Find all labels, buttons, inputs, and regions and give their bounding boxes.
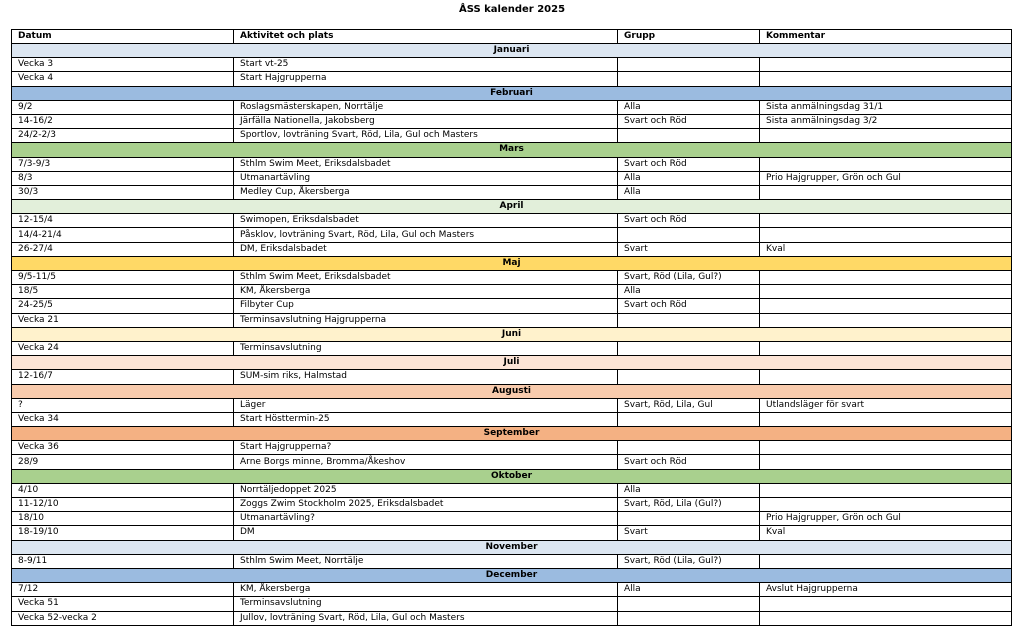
cell-grupp: Alla bbox=[618, 285, 760, 299]
calendar-body bbox=[12, 44, 1012, 626]
cell-grupp: Svart och Röd bbox=[618, 299, 760, 313]
cell-aktivitet: Järfälla Nationella, Jakobsberg bbox=[234, 114, 618, 128]
cell-kommentar bbox=[760, 214, 1012, 228]
table-row bbox=[12, 498, 1012, 512]
cell-grupp bbox=[618, 512, 760, 526]
cell-aktivitet: DM, Eriksdalsbadet bbox=[234, 242, 618, 256]
cell-kommentar: Kval bbox=[760, 242, 1012, 256]
cell-kommentar bbox=[760, 185, 1012, 199]
table-row bbox=[12, 512, 1012, 526]
cell-datum: 11-12/10 bbox=[12, 498, 234, 512]
month-header: Maj bbox=[12, 256, 1012, 270]
cell-aktivitet: Läger bbox=[234, 398, 618, 412]
month-header-row bbox=[12, 143, 1012, 157]
cell-aktivitet: SUM-sim riks, Halmstad bbox=[234, 370, 618, 384]
month-header-row bbox=[12, 200, 1012, 214]
cell-datum: 24/2-2/3 bbox=[12, 129, 234, 143]
cell-grupp: Svart och Röd bbox=[618, 455, 760, 469]
cell-datum: 28/9 bbox=[12, 455, 234, 469]
month-header-row bbox=[12, 44, 1012, 58]
document-title: ÅSS kalender 2025 bbox=[458, 4, 566, 15]
cell-datum: 18/10 bbox=[12, 512, 234, 526]
cell-grupp bbox=[618, 228, 760, 242]
cell-datum: 18-19/10 bbox=[12, 526, 234, 540]
table-row bbox=[12, 554, 1012, 568]
cell-grupp bbox=[618, 611, 760, 625]
cell-datum: 26-27/4 bbox=[12, 242, 234, 256]
cell-datum: Vecka 24 bbox=[12, 341, 234, 355]
header-datum: Datum bbox=[12, 30, 234, 44]
cell-kommentar: Sista anmälningsdag 3/2 bbox=[760, 114, 1012, 128]
cell-aktivitet: Start vt-25 bbox=[234, 58, 618, 72]
table-row bbox=[12, 341, 1012, 355]
cell-aktivitet: DM bbox=[234, 526, 618, 540]
table-row bbox=[12, 129, 1012, 143]
cell-aktivitet: Filbyter Cup bbox=[234, 299, 618, 313]
cell-datum: 9/5-11/5 bbox=[12, 271, 234, 285]
cell-kommentar bbox=[760, 228, 1012, 242]
month-header: September bbox=[12, 427, 1012, 441]
cell-datum: Vecka 4 bbox=[12, 72, 234, 86]
table-row bbox=[12, 526, 1012, 540]
cell-aktivitet: Swimopen, Eriksdalsbadet bbox=[234, 214, 618, 228]
cell-grupp: Alla bbox=[618, 100, 760, 114]
cell-aktivitet: KM, Åkersberga bbox=[234, 583, 618, 597]
cell-grupp bbox=[618, 58, 760, 72]
cell-aktivitet: Start Hajgrupperna bbox=[234, 72, 618, 86]
cell-kommentar bbox=[760, 483, 1012, 497]
cell-kommentar bbox=[760, 285, 1012, 299]
month-header: Juni bbox=[12, 327, 1012, 341]
cell-grupp bbox=[618, 597, 760, 611]
cell-kommentar: Prio Hajgrupper, Grön och Gul bbox=[760, 512, 1012, 526]
cell-datum: 14/4-21/4 bbox=[12, 228, 234, 242]
cell-kommentar: Prio Hajgrupper, Grön och Gul bbox=[760, 171, 1012, 185]
cell-grupp bbox=[618, 313, 760, 327]
month-header: December bbox=[12, 568, 1012, 582]
cell-grupp bbox=[618, 341, 760, 355]
table-row bbox=[12, 597, 1012, 611]
table-row bbox=[12, 611, 1012, 625]
cell-kommentar bbox=[760, 157, 1012, 171]
cell-kommentar bbox=[760, 271, 1012, 285]
cell-kommentar bbox=[760, 72, 1012, 86]
cell-grupp: Svart och Röd bbox=[618, 214, 760, 228]
cell-datum: 8-9/11 bbox=[12, 554, 234, 568]
cell-kommentar bbox=[760, 455, 1012, 469]
table-row bbox=[12, 412, 1012, 426]
cell-aktivitet: Norrtäljedoppet 2025 bbox=[234, 483, 618, 497]
table-row bbox=[12, 72, 1012, 86]
cell-kommentar bbox=[760, 611, 1012, 625]
cell-grupp: Alla bbox=[618, 483, 760, 497]
cell-kommentar bbox=[760, 441, 1012, 455]
table-row bbox=[12, 228, 1012, 242]
cell-grupp: Alla bbox=[618, 171, 760, 185]
month-header: Augusti bbox=[12, 384, 1012, 398]
month-header-row bbox=[12, 356, 1012, 370]
cell-kommentar bbox=[760, 370, 1012, 384]
cell-kommentar bbox=[760, 412, 1012, 426]
cell-kommentar: Avslut Hajgrupperna bbox=[760, 583, 1012, 597]
table-row bbox=[12, 242, 1012, 256]
cell-aktivitet: Arne Borgs minne, Bromma/Åkeshov bbox=[234, 455, 618, 469]
cell-grupp: Svart och Röd bbox=[618, 114, 760, 128]
calendar-table bbox=[11, 29, 1012, 626]
cell-datum: 4/10 bbox=[12, 483, 234, 497]
table-row bbox=[12, 583, 1012, 597]
cell-aktivitet: Terminsavslutning bbox=[234, 597, 618, 611]
cell-datum: 14-16/2 bbox=[12, 114, 234, 128]
cell-grupp bbox=[618, 412, 760, 426]
cell-datum: Vecka 21 bbox=[12, 313, 234, 327]
table-row bbox=[12, 285, 1012, 299]
month-header: Februari bbox=[12, 86, 1012, 100]
cell-aktivitet: Sportlov, lovträning Svart, Röd, Lila, Gul och Masters bbox=[234, 129, 618, 143]
cell-datum: Vecka 52-vecka 2 bbox=[12, 611, 234, 625]
cell-datum: 7/12 bbox=[12, 583, 234, 597]
month-header-row bbox=[12, 256, 1012, 270]
cell-grupp bbox=[618, 129, 760, 143]
cell-datum: 12-15/4 bbox=[12, 214, 234, 228]
cell-kommentar: Utlandsläger för svart bbox=[760, 398, 1012, 412]
month-header: November bbox=[12, 540, 1012, 554]
cell-grupp bbox=[618, 72, 760, 86]
cell-aktivitet: Utmanartävling? bbox=[234, 512, 618, 526]
cell-aktivitet: Utmanartävling bbox=[234, 171, 618, 185]
cell-datum: 7/3-9/3 bbox=[12, 157, 234, 171]
month-header: Oktober bbox=[12, 469, 1012, 483]
cell-datum: Vecka 36 bbox=[12, 441, 234, 455]
cell-kommentar bbox=[760, 597, 1012, 611]
cell-datum: ? bbox=[12, 398, 234, 412]
cell-grupp: Alla bbox=[618, 583, 760, 597]
cell-kommentar bbox=[760, 129, 1012, 143]
cell-kommentar bbox=[760, 313, 1012, 327]
table-row bbox=[12, 483, 1012, 497]
cell-aktivitet: KM, Åkersberga bbox=[234, 285, 618, 299]
cell-aktivitet: Start Hösttermin-25 bbox=[234, 412, 618, 426]
table-row bbox=[12, 185, 1012, 199]
month-header: Mars bbox=[12, 143, 1012, 157]
table-row bbox=[12, 398, 1012, 412]
month-header-row bbox=[12, 427, 1012, 441]
header-grupp: Grupp bbox=[618, 30, 760, 44]
cell-datum: Vecka 51 bbox=[12, 597, 234, 611]
cell-datum: 8/3 bbox=[12, 171, 234, 185]
cell-datum: Vecka 34 bbox=[12, 412, 234, 426]
month-header-row bbox=[12, 568, 1012, 582]
cell-aktivitet: Medley Cup, Åkersberga bbox=[234, 185, 618, 199]
month-header-row bbox=[12, 327, 1012, 341]
cell-kommentar bbox=[760, 58, 1012, 72]
cell-kommentar bbox=[760, 554, 1012, 568]
month-header-row bbox=[12, 384, 1012, 398]
cell-aktivitet: Roslagsmästerskapen, Norrtälje bbox=[234, 100, 618, 114]
month-header: Januari bbox=[12, 44, 1012, 58]
cell-aktivitet: Terminsavslutning Hajgrupperna bbox=[234, 313, 618, 327]
month-header-row bbox=[12, 86, 1012, 100]
month-header: April bbox=[12, 200, 1012, 214]
cell-grupp: Svart, Röd (Lila, Gul?) bbox=[618, 554, 760, 568]
cell-grupp: Svart bbox=[618, 526, 760, 540]
cell-datum: 30/3 bbox=[12, 185, 234, 199]
cell-aktivitet: Start Hajgrupperna? bbox=[234, 441, 618, 455]
cell-grupp bbox=[618, 370, 760, 384]
cell-grupp bbox=[618, 441, 760, 455]
cell-grupp: Alla bbox=[618, 185, 760, 199]
cell-aktivitet: Sthlm Swim Meet, Norrtälje bbox=[234, 554, 618, 568]
cell-datum: 12-16/7 bbox=[12, 370, 234, 384]
cell-datum: 24-25/5 bbox=[12, 299, 234, 313]
table-row bbox=[12, 313, 1012, 327]
header-kommentar: Kommentar bbox=[760, 30, 1012, 44]
table-row bbox=[12, 214, 1012, 228]
cell-grupp: Svart och Röd bbox=[618, 157, 760, 171]
cell-grupp: Svart bbox=[618, 242, 760, 256]
cell-kommentar: Sista anmälningsdag 31/1 bbox=[760, 100, 1012, 114]
table-row bbox=[12, 370, 1012, 384]
cell-datum: 18/5 bbox=[12, 285, 234, 299]
cell-kommentar bbox=[760, 498, 1012, 512]
cell-aktivitet: Zoggs Zwim Stockholm 2025, Eriksdalsbadet bbox=[234, 498, 618, 512]
month-header: Juli bbox=[12, 356, 1012, 370]
cell-kommentar bbox=[760, 299, 1012, 313]
table-row bbox=[12, 299, 1012, 313]
cell-aktivitet: Sthlm Swim Meet, Eriksdalsbadet bbox=[234, 157, 618, 171]
cell-grupp: Svart, Röd, Lila (Gul?) bbox=[618, 498, 760, 512]
table-row bbox=[12, 271, 1012, 285]
table-row bbox=[12, 100, 1012, 114]
table-row bbox=[12, 441, 1012, 455]
header-aktivitet: Aktivitet och plats bbox=[234, 30, 618, 44]
cell-aktivitet: Jullov, lovträning Svart, Röd, Lila, Gul och Masters bbox=[234, 611, 618, 625]
table-row bbox=[12, 157, 1012, 171]
table-row bbox=[12, 58, 1012, 72]
table-row bbox=[12, 114, 1012, 128]
cell-kommentar bbox=[760, 341, 1012, 355]
month-header-row bbox=[12, 469, 1012, 483]
cell-grupp: Svart, Röd (Lila, Gul?) bbox=[618, 271, 760, 285]
cell-datum: Vecka 3 bbox=[12, 58, 234, 72]
cell-aktivitet: Terminsavslutning bbox=[234, 341, 618, 355]
cell-aktivitet: Sthlm Swim Meet, Eriksdalsbadet bbox=[234, 271, 618, 285]
cell-grupp: Svart, Röd, Lila, Gul bbox=[618, 398, 760, 412]
cell-datum: 9/2 bbox=[12, 100, 234, 114]
month-header-row bbox=[12, 540, 1012, 554]
header-row bbox=[12, 30, 1012, 44]
cell-aktivitet: Påsklov, lovträning Svart, Röd, Lila, Gul och Masters bbox=[234, 228, 618, 242]
cell-kommentar: Kval bbox=[760, 526, 1012, 540]
table-row bbox=[12, 171, 1012, 185]
table-row bbox=[12, 455, 1012, 469]
